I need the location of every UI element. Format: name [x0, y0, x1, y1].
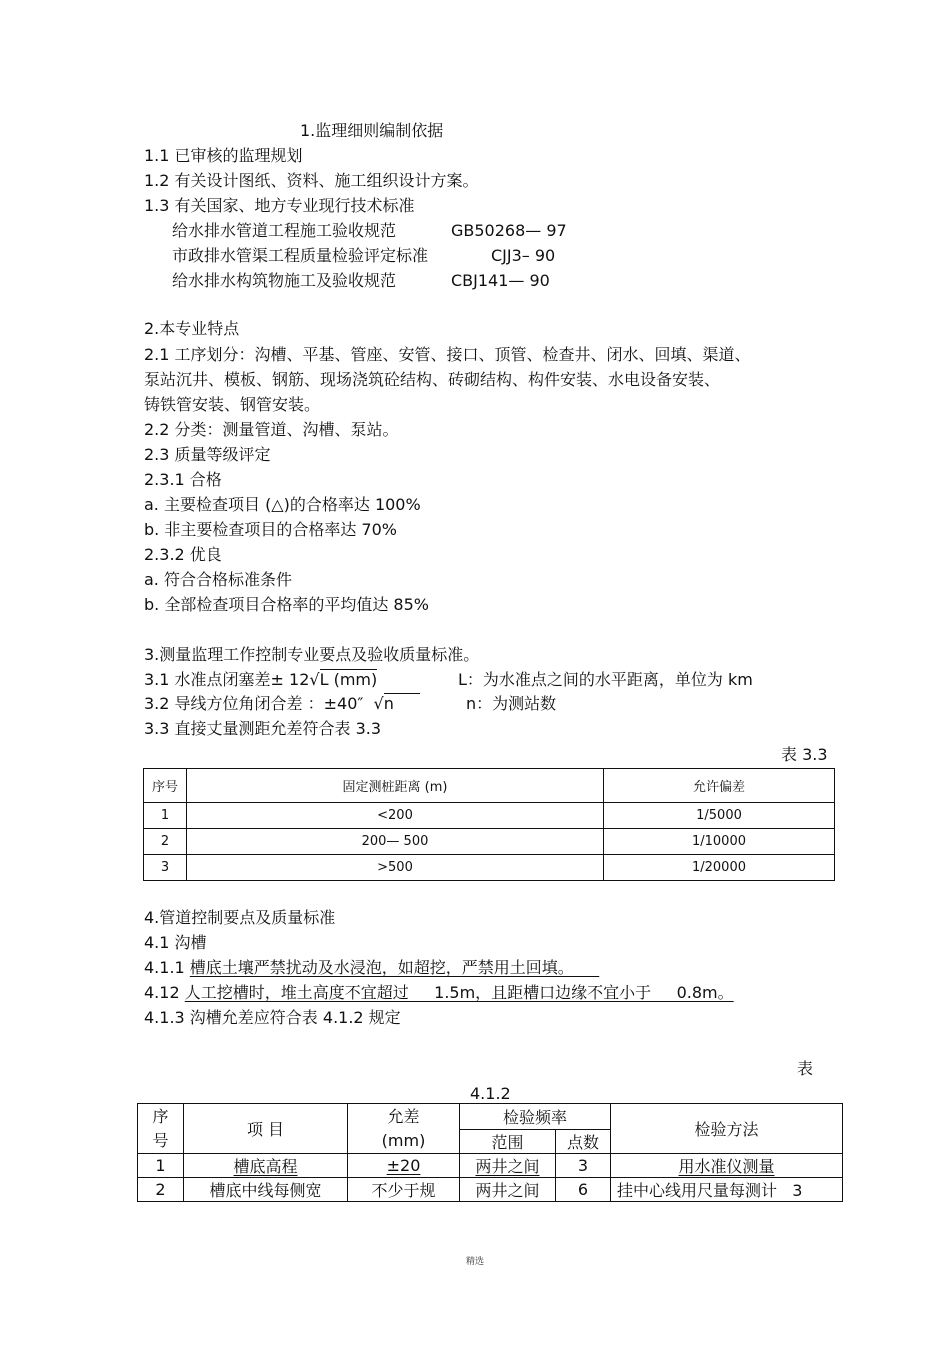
cell-item-text: 槽底高程	[233, 1157, 298, 1176]
item-4-1-3: 4.1.3 沟槽允差应符合表 4.1.2 规定	[144, 1008, 401, 1027]
standard-code-1: GB50268— 97	[451, 221, 567, 240]
standard-name-1: 给水排水管道工程施工验收规范	[172, 221, 397, 240]
item-1-1: 1.1 已审核的监理规划	[144, 146, 303, 165]
cell-item: 槽底中线每侧宽	[184, 1178, 348, 1202]
col-header-tolerance: 允许偏差	[604, 769, 835, 803]
table-4-1-2-caption-number: 4.1.2	[470, 1084, 511, 1103]
cell-range: 两井之间	[460, 1178, 556, 1202]
item-2-3-1-a: a. 主要检查项目 (△)的合格率达 100%	[144, 495, 421, 514]
item-4-1-2	[144, 982, 734, 1004]
col-header-distance: 固定测桩距离 (m)	[187, 769, 604, 803]
cell-range-text: 两井之间	[475, 1157, 540, 1176]
cell-method	[611, 1154, 843, 1178]
cell-tolerance: 不少于规	[348, 1178, 460, 1202]
item-1-2: 1.2 有关设计图纸、资料、施工组织设计方案。	[144, 171, 479, 190]
item-3-2-prefix: 3.2 导线方位角闭合差 ：±40″	[144, 694, 364, 713]
item-4-1-2-text: 人工挖槽时，堆土高度不宜超过 1.5m，且距槽口边缘不宜小于 0.8m。	[184, 983, 734, 1002]
col-header-seq: 序号	[144, 769, 187, 803]
item-3-2	[144, 693, 420, 715]
col-header-range: 范围	[460, 1130, 556, 1154]
section-1-title: 1.监理细则编制依据	[300, 121, 444, 140]
section-2-title: 2.本专业特点	[144, 319, 240, 338]
cell-seq: 2	[144, 829, 187, 855]
col-header-seq	[138, 1104, 184, 1154]
col-header-seq-1: 序	[152, 1106, 169, 1126]
cell-points: 6	[556, 1178, 611, 1202]
item-2-3-2-b: b. 全部检查项目合格率的平均值达 85%	[144, 595, 429, 614]
col-header-seq-2: 号	[152, 1130, 169, 1150]
table-row	[144, 829, 835, 855]
cell-distance: >500	[187, 855, 604, 881]
table-row	[144, 855, 835, 881]
item-4-1-1-text: 槽底土壤严禁扰动及水浸泡，如超挖，严禁用土回填。	[189, 958, 600, 977]
radicand-L: L (mm)	[319, 670, 378, 689]
cell-item	[184, 1154, 348, 1178]
col-header-tolerance-1: 允差	[387, 1106, 420, 1126]
item-3-3: 3.3 直接丈量测距允差符合表 3.3	[144, 719, 382, 738]
col-header-points: 点数	[556, 1130, 611, 1154]
cell-distance: <200	[187, 803, 604, 829]
item-3-2-explain: n：为测站数	[466, 694, 557, 713]
table-row	[138, 1154, 843, 1178]
cell-tolerance: 1/5000	[604, 803, 835, 829]
item-4-1-2-number: 4.12	[144, 983, 185, 1002]
cell-distance: 200— 500	[187, 829, 604, 855]
sqrt-symbol: √	[309, 670, 320, 689]
cell-points: 3	[556, 1154, 611, 1178]
table-3-3-caption: 表 3.3	[781, 745, 828, 764]
col-header-frequency: 检验频率	[460, 1104, 611, 1130]
section-4-title: 4.管道控制要点及质量标准	[144, 908, 336, 927]
cell-seq: 1	[144, 803, 187, 829]
item-1-3: 1.3 有关国家、地方专业现行技术标准	[144, 196, 415, 215]
table-4-1-2-caption-label: 表	[797, 1059, 814, 1078]
item-4-1: 4.1 沟槽	[144, 933, 207, 952]
item-3-1-explain: L：为水准点之间的水平距离，单位为 km	[458, 670, 753, 689]
item-2-1-line-3: 铸铁管安装、钢管安装。	[144, 395, 321, 414]
cell-tolerance: 1/10000	[604, 829, 835, 855]
item-2-3: 2.3 质量等级评定	[144, 445, 271, 464]
item-2-1-line-2: 泵站沉井、模板、钢筋、现场浇筑砼结构、砖砌结构、构件安装、水电设备安装、	[144, 370, 721, 389]
cell-method: 挂中心线用尺量每测计 3	[611, 1178, 843, 1202]
cell-seq: 3	[144, 855, 187, 881]
item-2-3-2-a: a. 符合合格标准条件	[144, 570, 292, 589]
item-4-1-1	[144, 957, 599, 979]
cell-tolerance	[348, 1154, 460, 1178]
radicand-n: n	[384, 693, 420, 713]
table-row	[144, 803, 835, 829]
cell-seq: 1	[138, 1154, 184, 1178]
standard-code-2: CJJ3– 90	[491, 246, 556, 265]
standard-name-3: 给水排水构筑物施工及验收规范	[172, 271, 397, 290]
footer-watermark: 精选	[465, 1257, 484, 1267]
col-header-method: 检验方法	[611, 1104, 843, 1154]
col-header-tolerance	[348, 1104, 460, 1154]
sqrt-symbol: √	[373, 694, 384, 713]
cell-seq: 2	[138, 1178, 184, 1202]
item-3-1-prefix: 3.1 水准点闭塞差± 12	[144, 670, 310, 689]
cell-range	[460, 1154, 556, 1178]
table-row	[138, 1178, 843, 1202]
col-header-tolerance-2: (mm)	[381, 1130, 426, 1150]
cell-tolerance: 1/20000	[604, 855, 835, 881]
cell-tolerance-text: ±20	[386, 1156, 421, 1175]
item-2-3-1: 2.3.1 合格	[144, 470, 222, 489]
table-3-3	[143, 768, 835, 881]
item-3-1	[144, 669, 377, 691]
item-4-1-1-number: 4.1.1	[144, 958, 190, 977]
item-2-1-line-1: 2.1 工序划分：沟槽、平基、管座、安管、接口、顶管、检查井、闭水、回填、渠道、	[144, 345, 751, 364]
item-2-2: 2.2 分类：测量管道、沟槽、泵站。	[144, 420, 399, 439]
col-header-item: 项 目	[184, 1104, 348, 1154]
section-3-title: 3.测量监理工作控制专业要点及验收质量标准。	[144, 645, 480, 664]
cell-method-text: 用水准仪测量	[678, 1157, 775, 1176]
item-2-3-1-b: b. 非主要检查项目的合格率达 70%	[144, 520, 397, 539]
item-2-3-2: 2.3.2 优良	[144, 545, 222, 564]
standard-code-3: CBJ141— 90	[451, 271, 550, 290]
standard-name-2: 市政排水管渠工程质量检验评定标准	[172, 246, 429, 265]
table-4-1-2	[137, 1103, 843, 1202]
